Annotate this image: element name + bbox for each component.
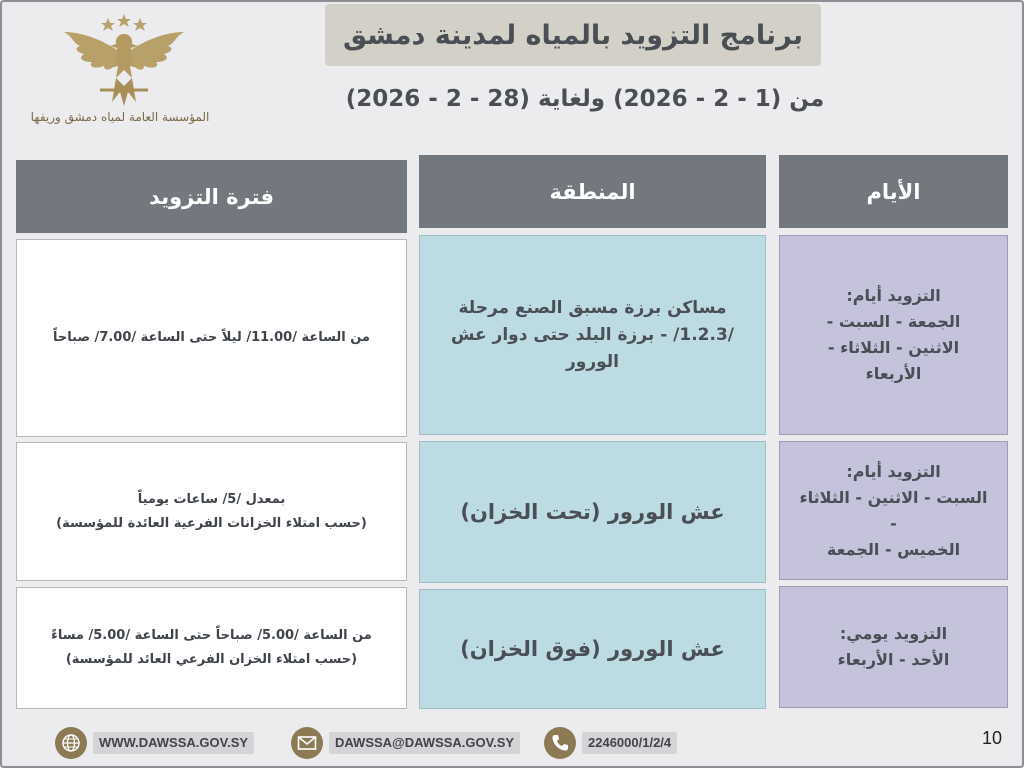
period-cell-row-3 — [16, 587, 407, 709]
eagle-emblem-icon — [60, 12, 190, 110]
area-line: الورور — [565, 351, 619, 372]
org-name: المؤسسة العامة لمياه دمشق وريفها — [30, 110, 210, 124]
column-header-period: فترة التزويد — [16, 160, 407, 233]
footer-email — [291, 727, 520, 759]
period-cell-row-2 — [16, 442, 407, 581]
days-line: التزويد أيام: — [846, 461, 941, 481]
phone-icon — [544, 727, 576, 759]
period-line: من الساعة /11.00/ ليلاً حتى الساعة /7.00/ صباحاً — [53, 330, 370, 345]
period-line: (حسب امتلاء الخزان الفرعي العائد للمؤسسة) — [65, 652, 358, 667]
area-line: عش الورور (تحت الخزان) — [460, 500, 725, 524]
area-cell-row-3 — [419, 589, 766, 709]
period-line: بمعدل /5/ ساعات يومياً — [137, 491, 286, 507]
org-logo — [20, 10, 220, 135]
title-box — [325, 4, 821, 66]
area-line: /1.2.3/ - برزة البلد حتى دوار عش — [450, 324, 735, 345]
days-cell-row-2 — [779, 441, 1008, 580]
envelope-icon — [291, 727, 323, 759]
days-line: الاثنين - الثلاثاء - — [827, 338, 960, 357]
email-link[interactable]: DAWSSA@DAWSSA.GOV.SY — [329, 732, 520, 754]
area-line: عش الورور (فوق الخزان) — [460, 637, 725, 661]
phone-number[interactable]: 2246000/1/2/4 — [582, 732, 677, 754]
website-link[interactable]: WWW.DAWSSA.GOV.SY — [93, 732, 254, 754]
column-header-area: المنطقة — [419, 155, 766, 228]
days-line: الأربعاء — [865, 364, 922, 383]
globe-icon — [55, 727, 87, 759]
area-cell-row-2 — [419, 441, 766, 583]
period-cell-row-1 — [16, 239, 407, 437]
area-cell-row-1 — [419, 235, 766, 435]
page-title: برنامج التزويد بالمياه لمدينة دمشق — [342, 19, 804, 51]
period-line: (حسب امتلاء الخزانات الفرعية العائدة للمؤسسة) — [56, 515, 367, 531]
days-line: الخميس - الجمعة — [826, 539, 961, 559]
days-line: السبت - الاثنين - الثلاثاء - — [799, 487, 988, 533]
footer-phone — [544, 727, 677, 759]
column-header-days: الأيام — [779, 155, 1008, 228]
period-line: من الساعة /5.00/ صباحاً حتى الساعة /5.00/ مساءً — [51, 628, 372, 643]
days-cell-row-3 — [779, 586, 1008, 708]
date-range: من (1 - 2 - 2026) ولغاية (28 - 2 - 2026) — [345, 86, 825, 112]
days-cell-row-1 — [779, 235, 1008, 435]
area-line: مساكن برزة مسبق الصنع مرحلة — [458, 297, 727, 318]
days-line: الجمعة - السبت - — [826, 312, 961, 331]
days-line: الأحد - الأربعاء — [837, 650, 950, 669]
footer-website — [55, 727, 254, 759]
days-line: التزويد أيام: — [846, 286, 941, 305]
page-number: 10 — [982, 728, 1003, 748]
days-line: التزويد يومي: — [839, 624, 948, 643]
